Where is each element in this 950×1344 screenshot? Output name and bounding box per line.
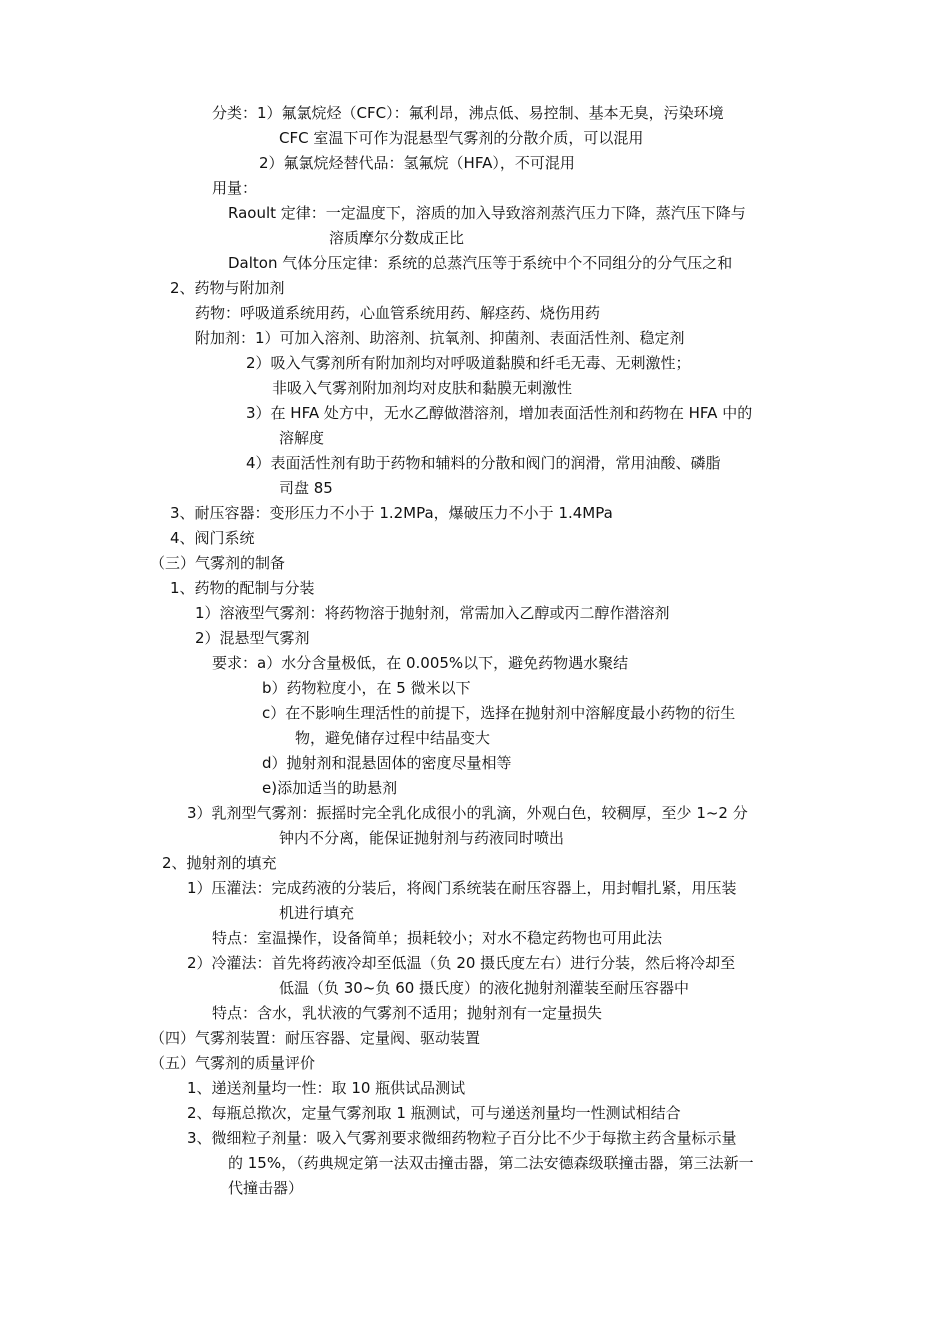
text-line: 司盘 85 — [279, 479, 333, 497]
text-line: 3）在 HFA 处方中，无水乙醇做潜溶剂，增加表面活性剂和药物在 HFA 中的 — [246, 404, 753, 422]
text-line: d）抛射剂和混悬固体的密度尽量相等 — [262, 754, 512, 772]
text-line: 2）氟氯烷烃替代品：氢氟烷（HFA），不可混用 — [259, 154, 575, 172]
text-line: 用量： — [212, 179, 258, 197]
section-heading: 1、药物的配制与分装 — [170, 579, 315, 597]
text-line: 附加剂：1）可加入溶剂、助溶剂、抗氧剂、抑菌剂、表面活性剂、稳定剂 — [195, 329, 685, 347]
text-line: 代撞击器） — [228, 1179, 304, 1197]
text-line: 2、每瓶总揿次，定量气雾剂取 1 瓶测试，可与递送剂量均一性测试相结合 — [187, 1104, 681, 1122]
text-line: Dalton 气体分压定律：系统的总蒸汽压等于系统中个不同组分的分气压之和 — [228, 254, 733, 272]
text-line: 药物：呼吸道系统用药，心血管系统用药、解痉药、烧伤用药 — [195, 304, 601, 322]
text-line: 1、递送剂量均一性：取 10 瓶供试品测试 — [187, 1079, 466, 1097]
section-heading: 2、药物与附加剂 — [170, 279, 285, 297]
text-line: 特点：含水，乳状液的气雾剂不适用；抛射剂有一定量损失 — [212, 1004, 603, 1022]
text-line: 2）吸入气雾剂所有附加剂均对呼吸道黏膜和纤毛无毒、无刺激性； — [246, 354, 691, 372]
text-line: 1）溶液型气雾剂：将药物溶于抛射剂，常需加入乙醇或丙二醇作潜溶剂 — [195, 604, 670, 622]
text-line: 分类：1）氟氯烷烃（CFC）：氟利昂，沸点低、易控制、基本无臭，污染环境 — [212, 104, 724, 122]
text-line: Raoult 定律：一定温度下，溶质的加入导致溶剂蒸汽压力下降，蒸汽压下降与 — [228, 204, 746, 222]
chapter-heading: （四）气雾剂装置：耐压容器、定量阀、驱动装置 — [150, 1029, 481, 1047]
text-line: 钟内不分离，能保证抛射剂与药液同时喷出 — [279, 829, 565, 847]
text-line: 低温（负 30~负 60 摄氏度）的液化抛射剂灌装至耐压容器中 — [279, 979, 690, 997]
text-line: 3）乳剂型气雾剂：振摇时完全乳化成很小的乳滴，外观白色，较稠厚，至少 1~2 分 — [187, 804, 748, 822]
text-line: 非吸入气雾剂附加剂均对皮肤和黏膜无刺激性 — [272, 379, 573, 397]
text-line: b）药物粒度小，在 5 微米以下 — [262, 679, 471, 697]
section-heading: 3、耐压容器：变形压力不小于 1.2MPa，爆破压力不小于 1.4MPa — [170, 504, 613, 522]
text-line: 溶解度 — [279, 429, 325, 447]
text-line: 2）冷灌法：首先将药液冷却至低温（负 20 摄氏度左右）进行分装，然后将冷却至 — [187, 954, 736, 972]
text-line: c）在不影响生理活性的前提下，选择在抛射剂中溶解度最小药物的衍生 — [262, 704, 736, 722]
text-line: 机进行填充 — [279, 904, 355, 922]
text-line: 2）混悬型气雾剂 — [195, 629, 310, 647]
text-line: 1）压灌法：完成药液的分装后，将阀门系统装在耐压容器上，用封帽扎紧，用压装 — [187, 879, 737, 897]
text-line: CFC 室温下可作为混悬型气雾剂的分散介质，可以混用 — [279, 129, 644, 147]
text-line: 溶质摩尔分数成正比 — [329, 229, 465, 247]
text-line: 物，避免储存过程中结晶变大 — [295, 729, 491, 747]
text-line: 的 15%，（药典规定第一法双击撞击器，第二法安德森级联撞击器，第三法新一 — [228, 1154, 754, 1172]
text-line: 特点：室温操作，设备简单；损耗较小；对水不稳定药物也可用此法 — [212, 929, 663, 947]
text-line: 4）表面活性剂有助于药物和辅料的分散和阀门的润滑，常用油酸、磷脂 — [246, 454, 721, 472]
text-line: 3、微细粒子剂量：吸入气雾剂要求微细药物粒子百分比不少于每揿主药含量标示量 — [187, 1129, 737, 1147]
chapter-heading: （三）气雾剂的制备 — [150, 554, 286, 572]
chapter-heading: （五）气雾剂的质量评价 — [150, 1054, 316, 1072]
section-heading: 4、阀门系统 — [170, 529, 255, 547]
text-line: e)添加适当的助悬剂 — [262, 779, 398, 797]
text-line: 要求：a）水分含量极低，在 0.005%以下，避免药物遇水聚结 — [212, 654, 629, 672]
section-heading: 2、抛射剂的填充 — [162, 854, 277, 872]
